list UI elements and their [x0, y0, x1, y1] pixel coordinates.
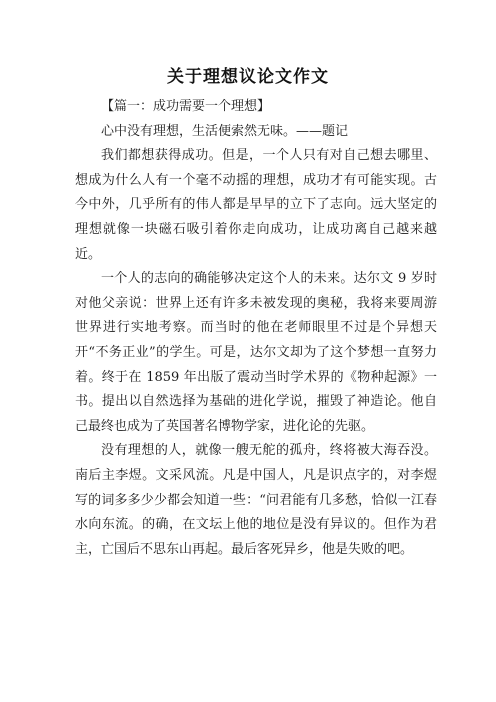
- body-paragraph: 我们都想获得成功。但是，一个人只有对自己想去哪里、想成为什么人有一个毫不动摇的理想，成功才有可能实现。古今中外，几乎所有的伟人都是早早的立下了志向。远大坚定的理想就像一块磁石吸引着你走向成功，让成功离自己越来越近。: [75, 148, 437, 262]
- body-paragraph: 没有理想的人，就像一艘无舵的孤舟，终将被大海吞没。南后主李煜。文采风流。凡是中国人，凡是识点字的，对李煜写的词多多少少都会知道一些：“问君能有几多愁，恰似一江春水向东流。的确，在文坛上他的地位是没有异议的。但作为君主，亡国后不思东山再起。最后客死异乡，他是失败的吧。: [75, 443, 437, 557]
- epigraph-paragraph: 心中没有理想，生活便索然无味。——题记: [101, 123, 349, 139]
- document-title: 关于理想议论文作文: [167, 67, 329, 87]
- body-paragraph: 一个人的志向的确能够决定这个人的未来。达尔文 9 岁时对他父亲说：世界上还有许多未被发现的奥秘，我将来要周游世界进行实地考察。而当时的他在老师眼里不过是个异想天开“不务正业”的学生。可是，达尔文却为了这个梦想一直努力着。终于在 1859 年出版了震动当时学术界的《物种起源》一书。提出以自然选择为基础的进化学说，摧毁了神造论。他自己最终也成为了英国著名博物学家，进化论的先驱。: [75, 271, 437, 434]
- document-body: [75, 95, 437, 562]
- section-heading: 【篇一：成功需要一个理想】: [101, 99, 271, 114]
